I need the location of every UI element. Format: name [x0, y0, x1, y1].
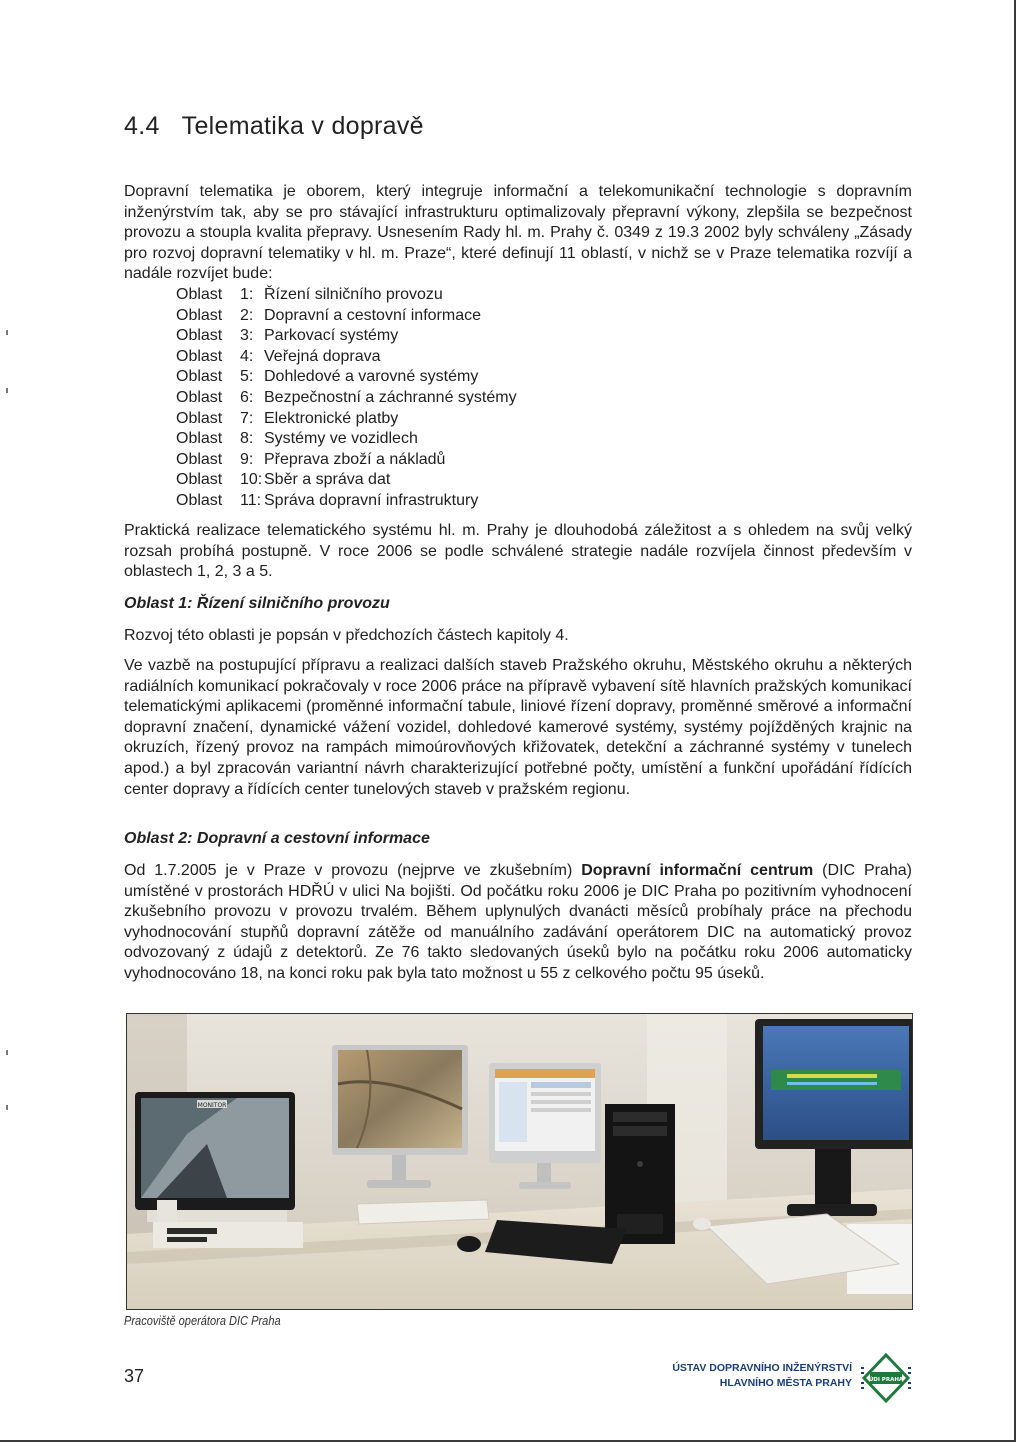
section-heading — [124, 112, 424, 141]
org-line-2: HLAVNÍHO MĚSTA PRAHY — [719, 1377, 852, 1389]
pc-tower — [605, 1104, 675, 1244]
photo-caption: Pracoviště operátora DIC Praha — [124, 1313, 281, 1328]
practical-paragraph: Praktická realizace telematického systému hl. m. Prahy je dlouhodobá záležitost a s ohledem na svůj velký rozsah probíhá postupně. V roce 2006 se podle schválené strategie nadále rozvíjela činnost především v oblastech 1, 2, 3 a 5. — [124, 522, 912, 581]
list-item: Oblast 4: Veřejná doprava — [176, 347, 381, 365]
laptop-monitor-left — [135, 1092, 303, 1248]
list-item: Oblast 3: Parkovací systémy — [176, 327, 399, 345]
subsection-heading-area2: Oblast 2: Dopravní a cestovní informace — [124, 830, 430, 847]
list-item: Oblast 5: Dohledové a varovné systémy — [176, 368, 479, 386]
list-item: Oblast 10: Sběr a správa dat — [176, 471, 391, 489]
monitor-label-text: MONITOR — [197, 1102, 227, 1109]
list-item: Oblast 7: Elektronické platby — [176, 409, 399, 427]
page-border-right — [1014, 0, 1016, 1440]
margin-mark — [6, 1050, 8, 1055]
margin-mark — [6, 330, 8, 335]
area1-paragraph-2: Ve vazbě na postupující přípravu a realizaci dalších staveb Pražského okruhu, Městského okruhu a některých radiálních komunikací pokračovaly v roce 2006 práce na přípravě vybavení sítě hlavních pražských komunikací telematickými aplikacemi (proměnné informační tabule, liniové řízení dopravy, proměnné směrové a informační dopravní značení, dynamické vážení vozidel, dohledové kamerové systémy, systémy pojížděných krajnic na okruzích, řízený provoz na rampách mimoúrovňových křižovatek, detekční a záchranné systémy v tunelech apod.) a byl zpracován variantní návrh charakterizující potřebné počty, umístění a funkční upořádání řídících center dopravy a řídících center tunelových staveb v pražském regionu. — [124, 657, 912, 798]
page-number: 37 — [124, 1366, 145, 1386]
subsection-heading-area1: Oblast 1: Řízení silničního provozu — [124, 595, 390, 612]
udi-logo-icon — [858, 1353, 914, 1403]
logo-text: ÚDI PRAHA — [868, 1377, 904, 1383]
org-line-1: ÚSTAV DOPRAVNÍHO INŽENÝRSTVÍ — [672, 1362, 852, 1374]
areas-list — [176, 285, 517, 512]
list-item: Oblast 6: Bezpečnostní a záchranné systémy — [176, 388, 517, 406]
list-item: Oblast 2: Dopravní a cestovní informace — [176, 306, 481, 324]
margin-mark — [6, 388, 8, 393]
list-item: Oblast 9: Přeprava zboží a nákladů — [176, 450, 446, 468]
margin-mark — [6, 1105, 8, 1110]
area1-paragraph-1: Rozvoj této oblasti je popsán v předchozích částech kapitoly 4. — [124, 627, 569, 644]
section-number: 4.4 — [124, 112, 160, 140]
area2-paragraph: Od 1.7.2005 je v Praze v provozu (nejprve ve zkušebním) Dopravní informační centrum (DIC Praha) umístěné v prostorách HDŘÚ v ulici Na bojišti. Od počátku roku 2006 je DIC Praha po pozitivním vyhodnocení zkušebního provozu v provozu trvalém. Během uplynulých dvanácti měsíců probíhaly práce na přechodu vyhodnocování stupňů dopravní zátěže od manuálního zadávání operátorem DIC na automatický provoz odvozovaný z údajů z detektorů. Ze 76 takto sledovaných úseků bylo na počátku roku 2006 automaticky vyhodnocováno 18, na konci roku pak byla tato možnost u 55 z celkového počtu 95 úseků. — [124, 862, 912, 982]
dic-name: Dopravní informační centrum — [581, 862, 814, 879]
list-item: Oblast 11: Správa dopravní infrastruktury — [176, 491, 479, 509]
page-border-bottom — [0, 1440, 1016, 1442]
photo-illustration — [127, 1014, 912, 1309]
organization-name — [620, 1361, 852, 1391]
intro-paragraph: Dopravní telematika je oborem, který integruje informační a telekomunikační technologie s dopravním inženýrstvím tak, aby se pro stávající infrastrukturu optimalizovaly přepravní výkony, zlepšila se bezpečnost provozu a stoupla kvalita přepravy. Usnesením Rady hl. m. Prahy č. 0349 z 19.3 2002 byly schváleny „Zásady pro rozvoj dopravní telematiky v hl. m. Praze“, které definují 11 oblastí, v nichž se v Praze telematika rozvíjí a nadále rozvíjet bude: — [124, 183, 912, 283]
list-item: Oblast 8: Systémy ve vozidlech — [176, 430, 418, 448]
operator-workstation-photo — [126, 1013, 913, 1310]
section-title: Telematika v dopravě — [181, 112, 424, 140]
list-item: Oblast 1: Řízení silničního provozu — [176, 286, 443, 303]
